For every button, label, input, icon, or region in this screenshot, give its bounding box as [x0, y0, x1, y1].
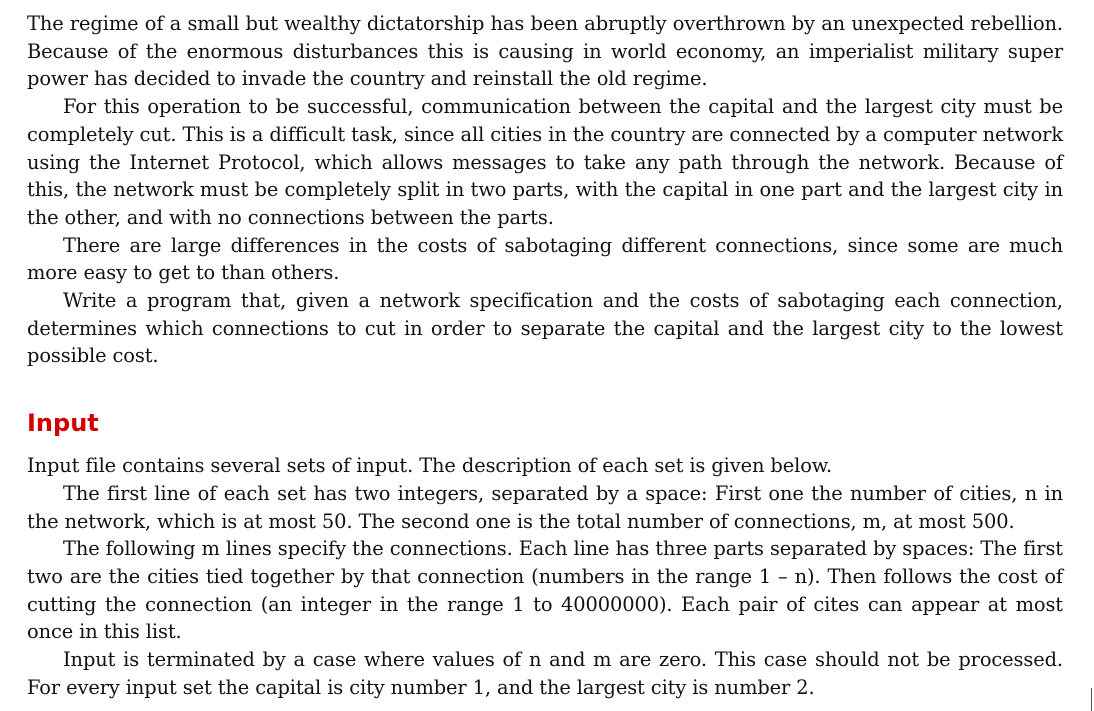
input-paragraph-1: Input file contains several sets of input. The description of each set is given below.: [27, 454, 833, 478]
problem-statement: [27, 10, 1063, 701]
statement-paragraph-4: Write a program that, given a network specification and the costs of sabotaging each connection, determines which connections to cut in order to separate the capital and the largest city to the lowest possible cost.: [27, 289, 1063, 368]
input-section-title: Input: [27, 409, 99, 438]
statement-paragraph-2: For this operation to be successful, communication between the capital and the largest city must be completely cut. This is a difficult task, since all cities in the country are connected by a computer network using the Internet Protocol, which allows messages to take any path through the network. Because of this, the network must be completely split in two parts, with the capital in one part and the largest city in the other, and with no connections between the parts.: [27, 95, 1063, 229]
statement-paragraph-3: There are large differences in the costs of sabotaging different connections, since some are much more easy to get to than others.: [27, 233, 1063, 285]
page-edge-rule: [1091, 688, 1092, 711]
input-paragraph-4: Input is terminated by a case where values of n and m are zero. This case should not be processed. For every input set the capital is city number 1, and the largest city is number 2.: [27, 648, 1063, 699]
input-paragraph-3: The following m lines specify the connections. Each line has three parts separated by spaces: The first two are the cities tied together by that connection (numbers in the range 1 – n). Then follows the cost of cutting the connection (an integer in the range 1 to 40000000). Each pair of cites can appear at most once in this list.: [27, 537, 1063, 644]
input-paragraph-2: The first line of each set has two integers, separated by a space: First one the number of cities, n in the network, which is at most 50. The second one is the total number of connections, m, at most 500.: [27, 481, 1063, 533]
statement-paragraph-1: The regime of a small but wealthy dictatorship has been abruptly overthrown by an unexpected rebellion. Because of the enormous disturbances this is causing in world economy, an imperialist military super power has decided to invade the country and reinstall the old regime.: [27, 12, 1063, 91]
